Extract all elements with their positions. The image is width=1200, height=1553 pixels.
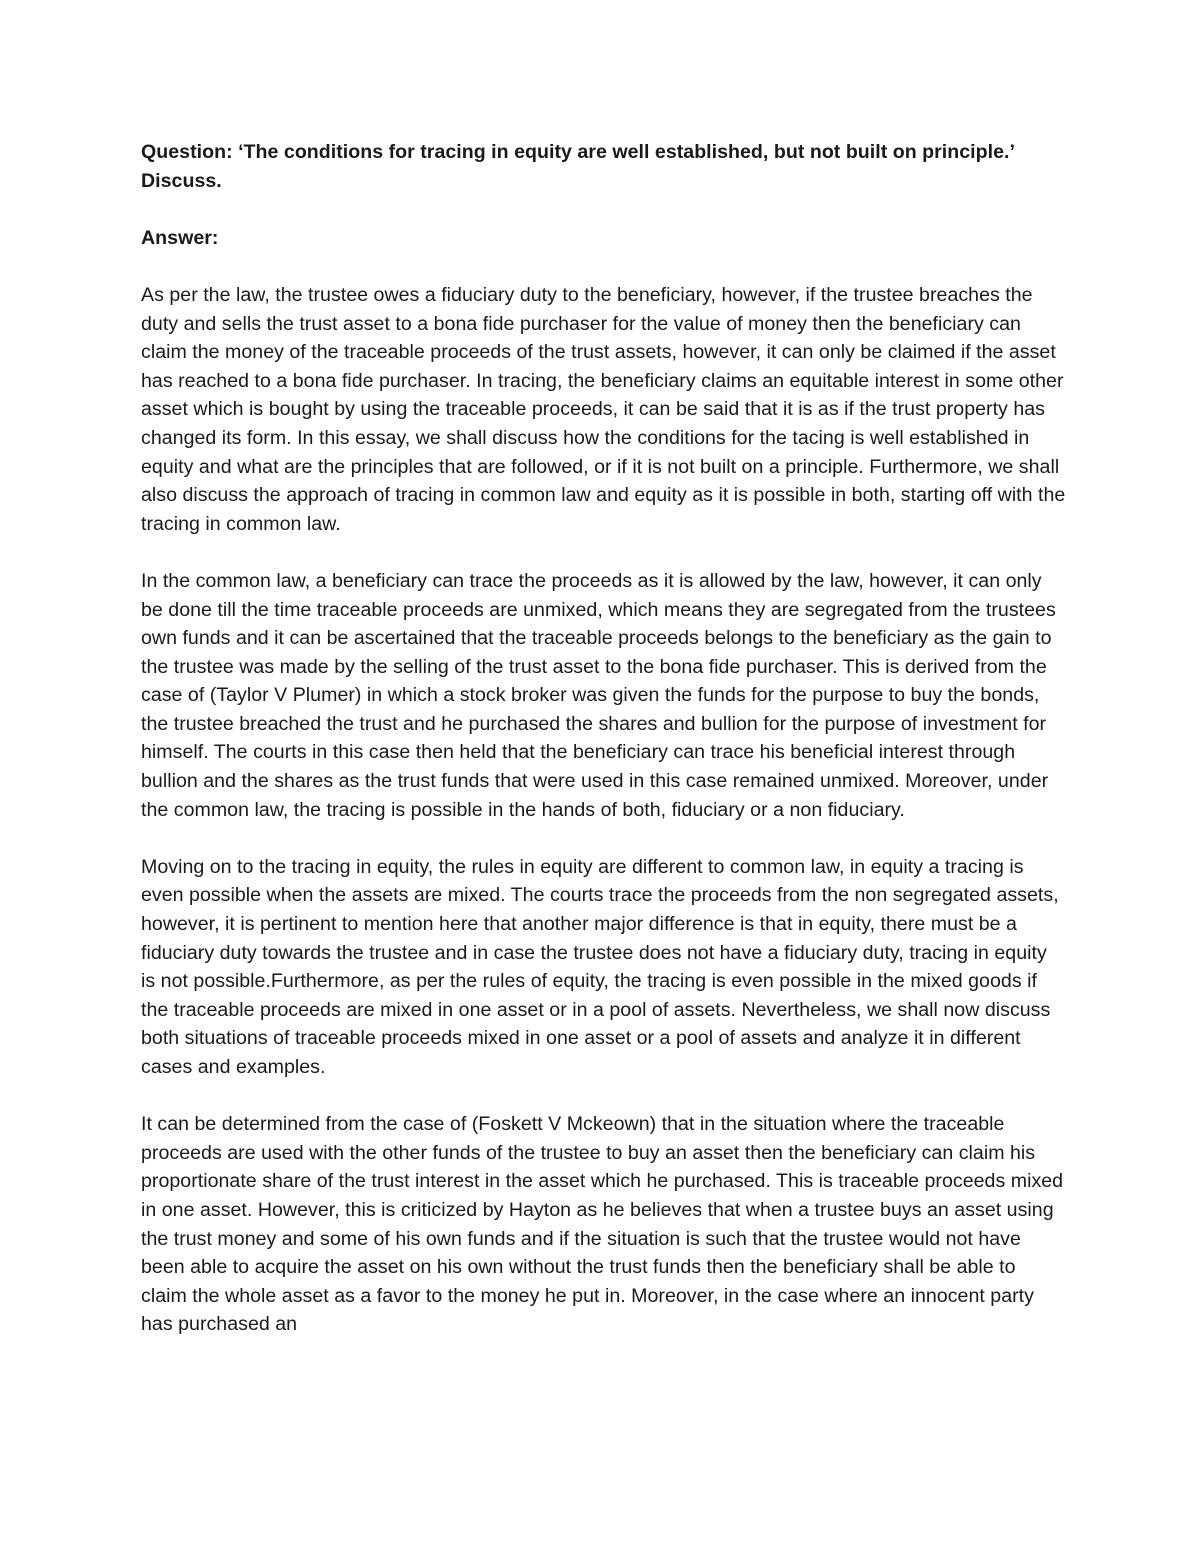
document-page [141,138,1066,1339]
answer-heading: Answer: [141,226,219,249]
question-text: Question: ‘The conditions for tracing in equity are well established, but not built on principle.’ Discuss. [141,141,1014,192]
paragraph-common-law: In the common law, a beneficiary can trace the proceeds as it is allowed by the law, however, it can only be done till the time traceable proceeds are unmixed, which means they are segregated from the trustees own funds and it can be ascertained that the traceable proceeds belongs to the beneficiary as the gain to the trustee was made by the selling of the trust asset to the bona fide purchaser. This is derived from the case of (Taylor V Plumer) in which a stock broker was given the funds for the purpose to buy the bonds, the trustee breached the trust and he purchased the shares and bullion for the purpose of investment for himself. The courts in this case then held that the beneficiary can trace his beneficial interest through bullion and the shares as the trust funds that were used in this case remained unmixed. Moreover, under the common law, the tracing is possible in the hands of both, fiduciary or a non fiduciary. [141,569,1056,821]
paragraph-foskett: It can be determined from the case of (Foskett V Mckeown) that in the situation where the traceable proceeds are used with the other funds of the trustee to buy an asset then the beneficiary can claim his proportionate share of the trust interest in the asset which he purchased. This is traceable proceeds mixed in one asset. However, this is criticized by Hayton as he believes that when a trustee buys an asset using the trust money and some of his own funds and if the situation is such that the trustee would not have been able to acquire the asset on his own without the trust funds then the beneficiary shall be able to claim the whole asset as a favor to the money he put in. Moreover, in the case where an innocent party has purchased an [141,1113,1064,1336]
paragraph-intro: As per the law, the trustee owes a fiduciary duty to the beneficiary, however, if the trustee breaches the duty and sells the trust asset to a bona fide purchaser for the value of money then the beneficiary can claim the money of the traceable proceeds of the trust assets, however, it can only be claimed if the asset has reached to a bona fide purchaser. In tracing, the beneficiary claims an equitable interest in some other asset which is bought by using the traceable proceeds, it can be said that it is as if the trust property has changed its form. In this essay, we shall discuss how the conditions for the tacing is well established in equity and what are the principles that are followed, or if it is not built on a principle. Furthermore, we shall also discuss the approach of tracing in common law and equity as it is possible in both, starting off with the tracing in common law. [141,283,1066,535]
paragraph-equity: Moving on to the tracing in equity, the rules in equity are different to common law, in equity a tracing is even possible when the assets are mixed. The courts trace the proceeds from the non segregated assets, however, it is pertinent to mention here that another major difference is that in equity, there must be a fiduciary duty towards the trustee and in case the trustee does not have a fiduciary duty, tracing in equity is not possible.Furthermore, as per the rules of equity, the tracing is even possible in the mixed goods if the traceable proceeds are mixed in one asset or in a pool of assets. Nevertheless, we shall now discuss both situations of traceable proceeds mixed in one asset or a pool of assets and analyze it in different cases and examples. [141,855,1059,1078]
